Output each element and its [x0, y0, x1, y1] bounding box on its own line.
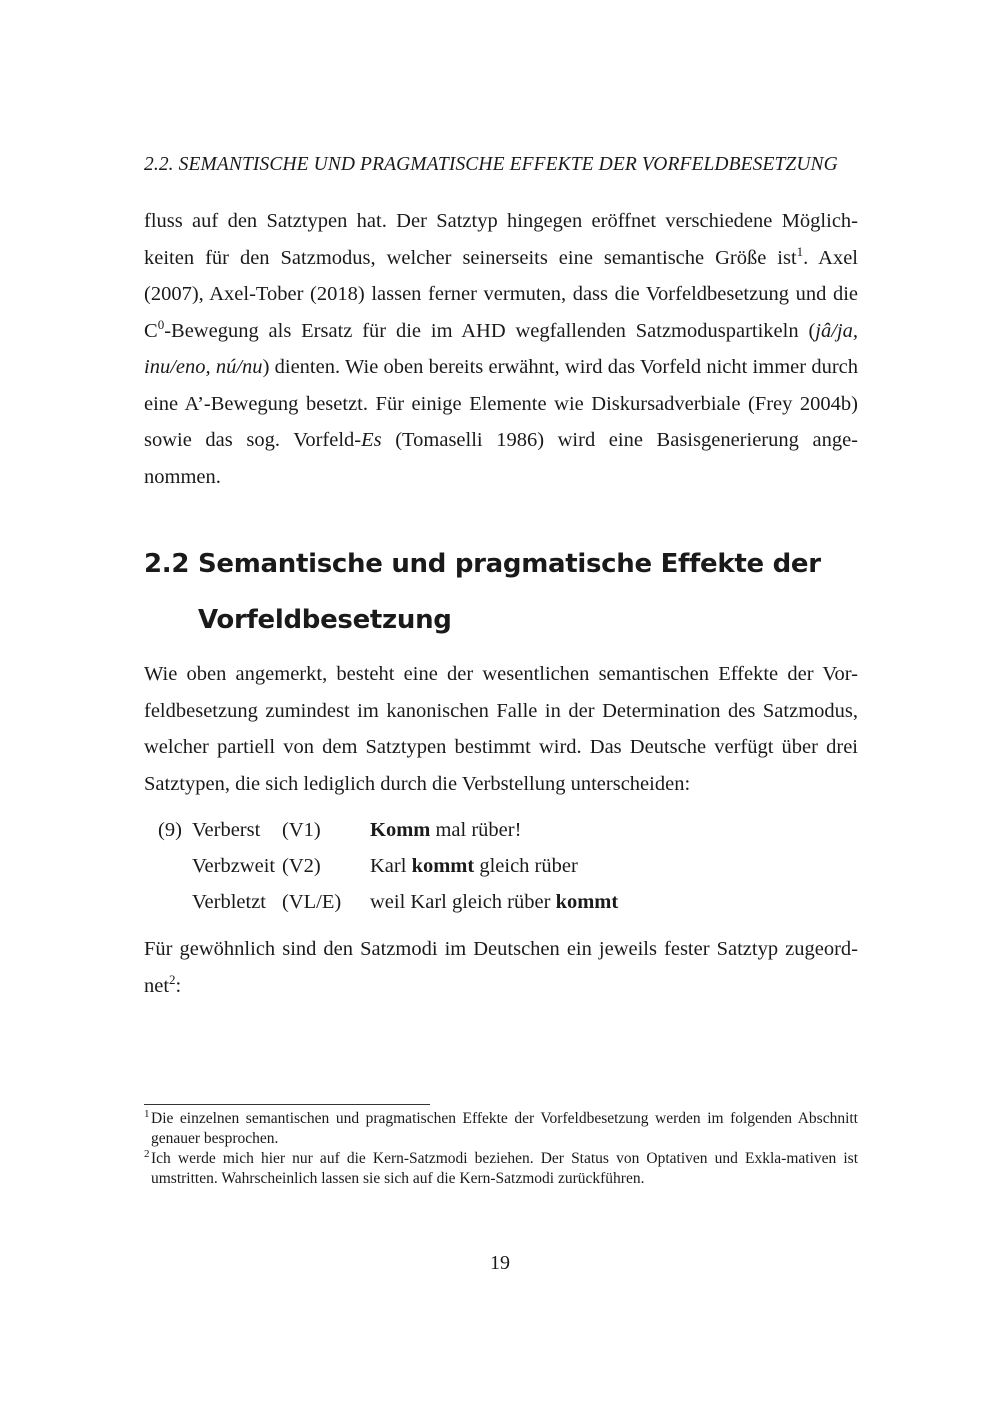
- para2-text: Wie oben angemerkt, besteht eine der wesentlichen semantischen Effekte der Vor-feldbesetzung zumindest im kanonischen Falle in der Determination des Satzmodus, welcher partiell von dem Satztypen bestimmt wird. Das Deutsche verfügt über drei Satztypen, die sich lediglich durch die Verbstellung unterscheiden:: [144, 663, 858, 795]
- footnote-ref-1[interactable]: 1: [796, 243, 804, 259]
- footnote-text: Ich werde mich hier nur auf die Kern-Satzmodi beziehen. Der Status von Optativen und Exkla-mativen ist umstritten. Wahrscheinlich lassen sie sich auf die Kern-Satzmodi zurückführen.: [151, 1150, 858, 1187]
- sentence-verb: kommt: [555, 891, 619, 913]
- para1-text-5: (Tomaselli 1986) wird eine Basisgenerierung ange-nommen.: [144, 429, 858, 488]
- example-row: [158, 884, 858, 920]
- footnote-mark: 2: [144, 1148, 150, 1160]
- paragraph-1: [144, 203, 858, 495]
- particles-italic: jâ/ja, inu/eno, nú/nu: [144, 319, 858, 378]
- sentence-post: mal rüber!: [430, 819, 522, 841]
- example-sentence: [370, 812, 521, 848]
- example-sentence: [370, 884, 618, 920]
- section-title-line2: Vorfeldbesetzung: [198, 605, 452, 635]
- footnote-mark: 1: [144, 1108, 150, 1120]
- para1-text-2: . Axel (2007), Axel-Tober (2018) lassen ferner vermuten, dass die Vorfeldbesetzung und die C: [144, 246, 858, 342]
- para1-text-3: -Bewegung als Ersatz für die im AHD wegfallenden Satzmoduspartikeln (: [164, 319, 816, 342]
- superscript-zero: 0: [157, 316, 165, 332]
- footnote-1: [144, 1109, 858, 1149]
- paragraph-3: [144, 931, 858, 1004]
- footnote-2: [144, 1149, 858, 1189]
- para1-text-1: fluss auf den Satztypen hat. Der Satztyp hingegen eröffnet verschiedene Möglich-keiten für den Satzmodus, welcher seinerseits eine semantische Größe ist: [144, 210, 858, 269]
- footnote-text: Die einzelnen semantischen und pragmatischen Effekte der Vorfeldbesetzung werden im folgenden Abschnitt genauer besprochen.: [151, 1110, 858, 1147]
- example-code: (VL/E): [282, 891, 342, 913]
- para1-text-4: ) dienten. Wie oben bereits erwähnt, wird das Vorfeld nicht immer durch eine A’-Bewegung besetzt. Für einige Elemente wie Diskursadverbiale (Frey 2004b) sowie das sog. Vorfeld-: [144, 356, 858, 451]
- example-label: Verbletzt: [192, 891, 266, 913]
- example-label: Verberst: [192, 819, 261, 841]
- para3-end: :: [175, 974, 182, 997]
- footnotes: [144, 1109, 858, 1189]
- running-head: 2.2. SEMANTISCHE UND PRAGMATISCHE EFFEKTE DER VORFELDBESETZUNG: [144, 154, 838, 175]
- page-number: 19: [490, 1252, 510, 1274]
- sentence-verb: Komm: [370, 819, 431, 841]
- example-row: [158, 812, 858, 848]
- example-9: [158, 812, 858, 920]
- footnote-ref-2[interactable]: 2: [169, 971, 176, 987]
- para3-text: Für gewöhnlich sind den Satzmodi im Deutschen ein jeweils fester Satztyp zugeord-net: [144, 938, 858, 997]
- footnote-rule: [144, 1104, 430, 1105]
- sentence-verb: kommt: [411, 855, 475, 877]
- section-title-line1: Semantische und pragmatische Effekte der: [198, 549, 821, 579]
- sentence-pre: weil Karl gleich rüber: [370, 891, 556, 913]
- example-row: [158, 848, 858, 884]
- section-number: 2.2: [144, 549, 190, 579]
- sentence-post: gleich rüber: [474, 855, 578, 877]
- section-heading: [144, 536, 864, 648]
- sentence-pre: Karl: [370, 855, 412, 877]
- paragraph-2: [144, 656, 858, 802]
- example-code: (V1): [282, 819, 321, 841]
- example-sentence: [370, 848, 578, 884]
- example-code: (V2): [282, 855, 321, 877]
- vorfeld-es-italic: Es: [361, 429, 382, 451]
- example-number: (9): [158, 819, 182, 841]
- example-label: Verbzweit: [192, 855, 276, 877]
